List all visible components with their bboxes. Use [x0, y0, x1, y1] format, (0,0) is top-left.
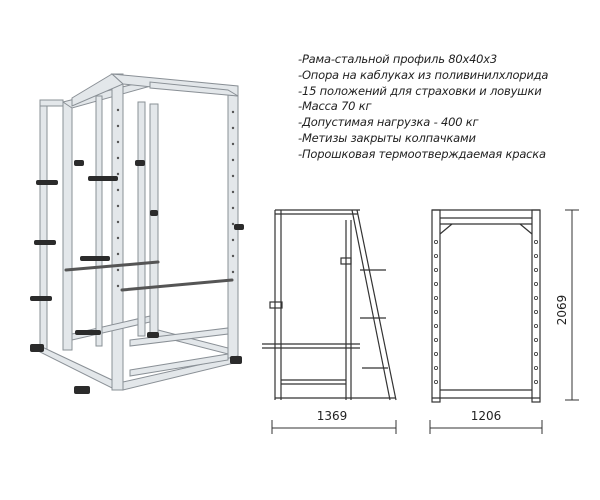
spec-item: -Порошковая термоотверждаемая краска: [298, 146, 546, 161]
front-view-drawing: [432, 210, 540, 402]
front-width-label: 1206: [470, 409, 502, 423]
side-depth-label: 1369: [316, 409, 348, 423]
spec-item: -Масса 70 кг: [298, 99, 372, 114]
side-view-drawing: [262, 210, 396, 400]
spec-item: -Рама-стальной профиль 80х40х3: [298, 52, 498, 66]
height-label: 2069: [555, 294, 569, 326]
power-rack-photo: [40, 74, 238, 390]
spec-item: -Допустимая нагрузка - 400 кг: [298, 115, 479, 130]
safety-bars: [66, 262, 232, 290]
spec-item: -Опора на каблуках из поливинилхлорида: [298, 67, 549, 82]
spec-item: -Метизы закрыты колпачками: [298, 130, 476, 145]
post-holes: [117, 109, 234, 287]
front-post-holes: [434, 240, 537, 383]
spec-list: [298, 52, 598, 163]
spec-item: -15 положений для страховки и ловушки: [298, 83, 542, 98]
